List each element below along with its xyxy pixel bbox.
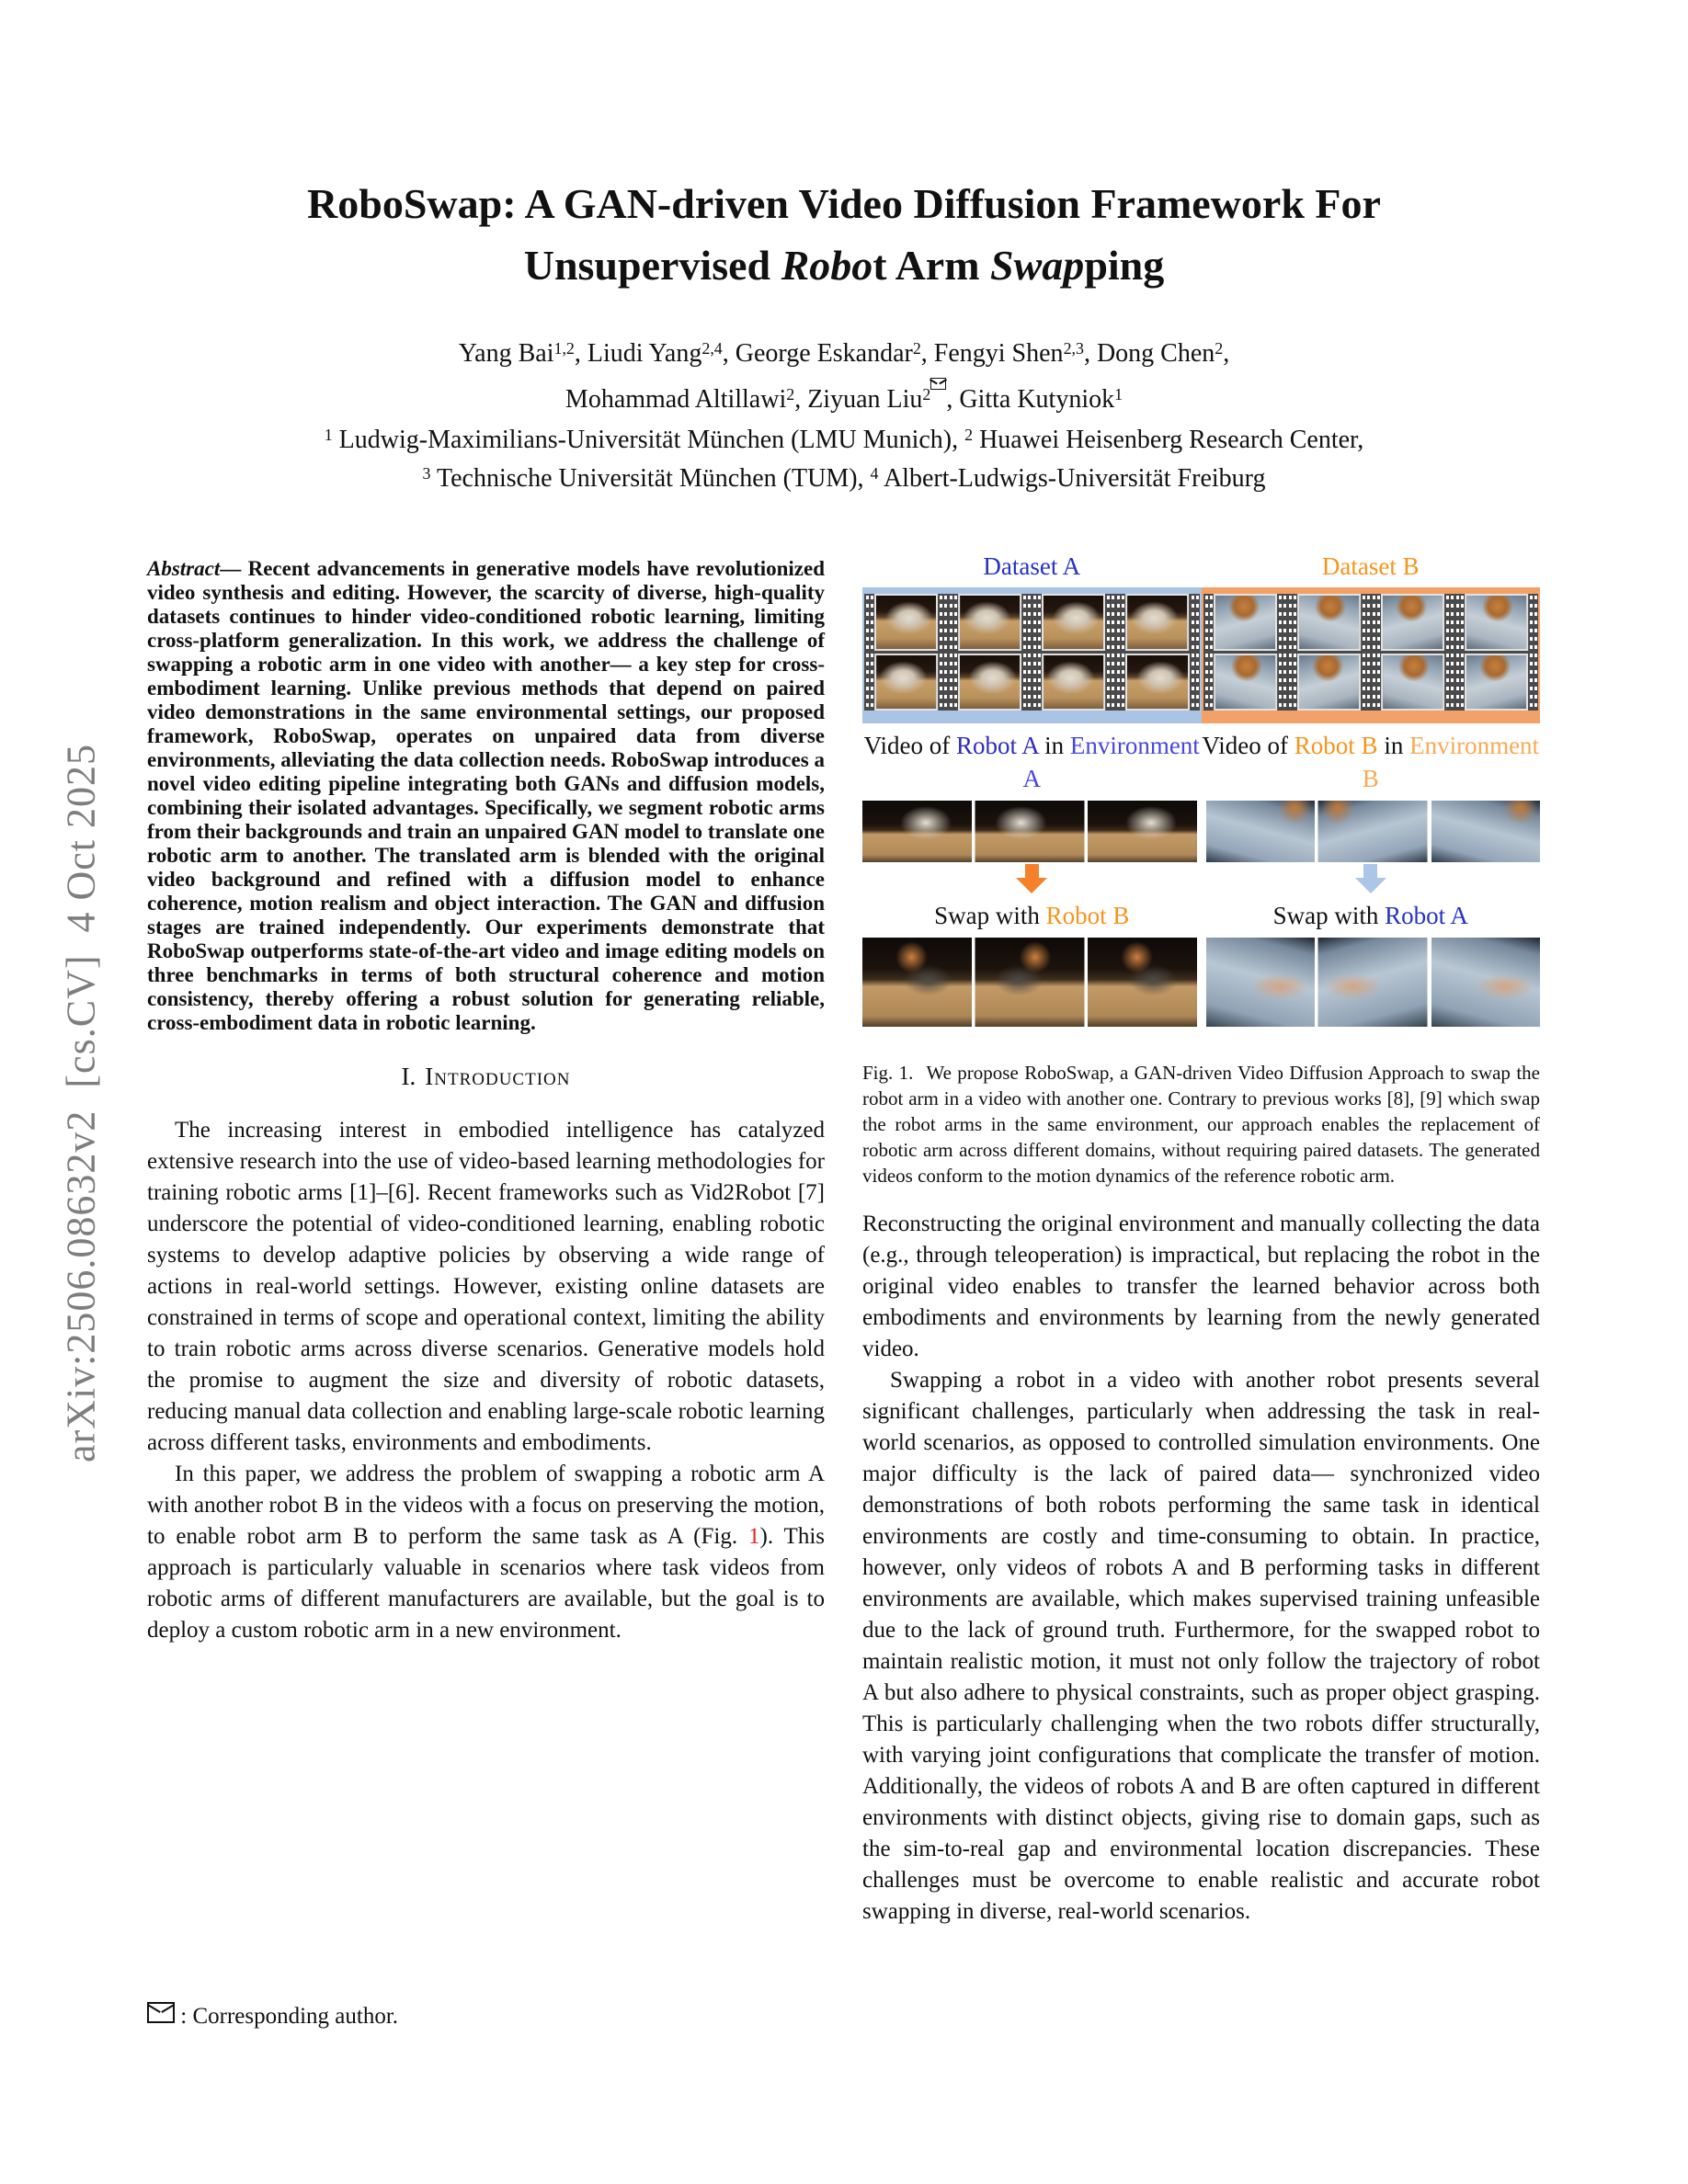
dataset-labels-row	[862, 550, 1540, 583]
video-frame	[1431, 801, 1541, 862]
body-paragraph-reconstructing: Reconstructing the original environment and manually collecting the data (e.g., through teleoperation) is impractical, but replacing the robot in the original video enables to transfer the learned behavior across both embodiments and environments by learning from the newly generated video.	[862, 1211, 1540, 1361]
author-line-2	[147, 373, 1541, 419]
video-frame	[862, 801, 972, 862]
film-strip	[1115, 594, 1199, 711]
film-perforation	[1361, 594, 1371, 711]
film-frame	[1297, 654, 1361, 711]
film-strip	[1287, 594, 1371, 711]
film-frame	[1042, 594, 1105, 651]
affiliation-line-1: $^1$ Ludwig-Maximilians-Universität München (LMU Munich), $^2$ Huawei Heisenberg Research Center,	[324, 426, 1364, 455]
figure-1-caption: Fig. 1. We propose RoboSwap, a GAN-driven Video Diffusion Approach to swap the robot arm in a video with another one. Contrary to previous works [8], [9] which swap the robot arms in the same environment, our approach enables the replacement of robotic arm across different domains, without requiring paired datasets. The generated videos conform to the motion dynamics of the reference robotic arm.	[862, 1062, 1540, 1187]
intro-paragraph-1: The increasing interest in embodied intelligence has catalyzed extensive research into the use of video-based learning methodologies for training robotic arms [1]–[6]. Recent frameworks such as Vid2Robot [7] underscore the potential of video-conditioned learning, enabling robotic systems to develop adaptive policies by observing a wide range of actions in real-world settings. However, existing online datasets are constrained in terms of scope and operational context, limiting the ability to train robotic arms across diverse scenarios. Generative models hold the promise to augment the size and diversity of robotic datasets, reducing manual data collection and enabling large-scale robotic learning across different tasks, environments and embodiments.	[147, 1118, 825, 1455]
arxiv-stamp: arXiv:2506.08632v2 [cs.CV] 4 Oct 2025	[58, 743, 104, 1463]
swapped-robot-b-frames	[862, 938, 1197, 1027]
intro-paragraph-2: In this paper, we address the problem of swapping a robotic arm A with another robot B in the videos with a focus on preserving the motion, to enable robot arm B to perform the same task as A (Fig. 1). This approach is particularly valuable in scenarios where task videos from robotic arms of different manufacturers are available, but the goal is to deploy a custom robotic arm in a new environment.	[147, 1462, 825, 1643]
video-frame	[862, 938, 972, 1027]
video-frame	[1088, 801, 1197, 862]
film-frame	[1465, 654, 1528, 711]
film-strip	[864, 594, 948, 711]
film-frame	[1465, 594, 1528, 651]
affiliation-list	[147, 421, 1541, 498]
swap-labels-row	[862, 899, 1540, 932]
swap-arrows-row	[862, 864, 1540, 899]
video-labels-row	[862, 729, 1540, 795]
author: Ziyuan Liu$^2$ ,	[807, 385, 959, 414]
film-frame	[958, 594, 1021, 651]
film-strip	[1032, 594, 1115, 711]
robot-a-video-frames	[862, 801, 1197, 862]
paper-title	[147, 173, 1541, 296]
film-frame	[1381, 654, 1444, 711]
dataset-b-label: Dataset B	[1321, 552, 1420, 580]
video-frame	[1431, 938, 1541, 1027]
right-column	[862, 550, 1540, 1928]
blue-down-arrow-icon	[1202, 864, 1541, 899]
film-perforation	[1277, 594, 1287, 711]
abstract-label: Abstract	[147, 557, 221, 580]
swap-with-robot-b-label: Swap with Robot B	[934, 902, 1130, 929]
affiliation-line-2: $^3$ Technische Universität München (TUM), $^4$ Albert-Ludwigs-Universität Freiburg	[422, 464, 1266, 494]
film-frame	[1381, 594, 1444, 651]
section-heading-introduction: I. Introduction	[401, 1063, 571, 1090]
video-frame	[1206, 801, 1316, 862]
author: Fengyi Shen$^{2,3}$,	[933, 338, 1097, 368]
video-frame	[1318, 801, 1428, 862]
film-frame	[1214, 654, 1277, 711]
dataset-a-filmstrip	[862, 587, 1202, 723]
video-frame	[975, 801, 1085, 862]
film-perforation	[1454, 594, 1465, 711]
film-perforation	[1032, 594, 1042, 711]
film-strip	[948, 594, 1032, 711]
film-frame	[1214, 594, 1277, 651]
film-frame	[1297, 594, 1361, 651]
title-line-1: RoboSwap: A GAN-driven Video Diffusion Framework For	[307, 180, 1381, 227]
film-perforation	[864, 594, 874, 711]
film-perforation	[938, 594, 948, 711]
video-frame	[1088, 938, 1197, 1027]
video-a-label: Video of Robot A in Environment A	[863, 732, 1200, 792]
left-column	[147, 557, 825, 1646]
author-line-1	[147, 335, 1541, 373]
abstract: Abstract— Recent advancements in generative models have revolutionized video synthesis and editing. However, the scarcity of diverse, high-quality datasets continues to hinder video-conditioned robotic learning, limiting cross-platform generalization. In this work, we address the challenge of swapping a robotic arm in one video with another— a key step for cross-embodiment learning. Unlike previous methods that depend on paired video demonstrations in the same environmental settings, our proposed framework, RoboSwap, operates on unpaired data from diverse environments, alleviating the data collection needs. RoboSwap introduces a novel video editing pipeline integrating both GANs and diffusion models, combining their isolated advantages. Specifically, we segment robotic arms from their backgrounds and train an unpaired GAN model to translate one robotic arm to another. The translated arm is blended with the original video background and refined with a diffusion model to enhance coherence, motion realism and object interaction. The GAN and diffusion stages are trained independently. Our experiments demonstrate that RoboSwap outperforms state-of-the-art video and image editing models on three benchmarks in terms of both structural coherence and motion consistency, thereby offering a robust solution for generating reliable, cross-embodiment data in robotic learning.	[147, 557, 826, 1034]
film-strip	[1454, 594, 1538, 711]
film-strip	[1203, 594, 1287, 711]
film-perforation	[1021, 594, 1032, 711]
film-perforation	[1115, 594, 1125, 711]
video-frame	[1318, 938, 1428, 1027]
film-perforation	[1287, 594, 1297, 711]
title-line-2: Unsupervised Robot Arm Swapping	[523, 242, 1165, 289]
author: Liudi Yang$^{2,4}$,	[587, 338, 736, 368]
dataset-a-label: Dataset A	[983, 552, 1081, 580]
robot-b-video-frames	[1206, 801, 1541, 862]
film-perforation	[1528, 594, 1538, 711]
swap-with-robot-a-label: Swap with Robot A	[1272, 902, 1468, 929]
author: George Eskandar$^2$,	[735, 338, 934, 368]
author: Gitta Kutyniok$^1$	[959, 385, 1123, 415]
figure-1-reference[interactable]: 1	[748, 1524, 760, 1549]
video-frame	[975, 938, 1085, 1027]
author-list	[147, 335, 1541, 419]
filmstrip-band	[862, 587, 1540, 723]
film-perforation	[1190, 594, 1200, 711]
film-perforation	[1371, 594, 1381, 711]
author: Yang Bai$^{1,2}$,	[458, 338, 587, 368]
film-perforation	[1203, 594, 1214, 711]
envelope-icon	[147, 2002, 175, 2023]
paper-header	[147, 173, 1541, 498]
film-frame	[958, 654, 1021, 711]
author: Mohammad Altillawi$^2$,	[565, 385, 808, 415]
swapped-video-row	[862, 938, 1540, 1027]
dataset-b-filmstrip	[1202, 587, 1541, 723]
envelope-icon	[930, 378, 946, 390]
film-perforation	[1105, 594, 1115, 711]
orange-down-arrow-icon	[862, 864, 1202, 899]
film-perforation	[948, 594, 958, 711]
author: Dong Chen$^2$,	[1096, 338, 1230, 368]
source-video-row	[862, 801, 1540, 862]
film-frame	[1125, 654, 1189, 711]
body-paragraph-swapping-challenges: Swapping a robot in a video with another robot presents several significant challenges, particularly when addressing the task in real-world scenarios, as opposed to controlled simulation environments. One major difficulty is the lack of paired data— synchronized video demonstrations of both robots performing the same task in identical environments are costly and time-consuming to obtain. In practice, however, only videos of robots A and B performing tasks in different environments are available, which makes supervised training unfeasible due to the lack of ground truth. Furthermore, for the swapped robot to maintain realistic motion, it must not only follow the trajectory of robot A but also adhere to physical constraints, such as proper object grasping. This is particularly challenging when the two robots differ structurally, with varying joint configurations that complicate the transfer of motion. Additionally, the videos of robots A and B are often captured in different environments with distinct objects, giving rise to domain gaps, such as the sim-to-real gap and environmental location discrepancies. These challenges must be overcome to enable realistic and accurate robot swapping in diverse, real-world scenarios.	[862, 1368, 1540, 1924]
film-frame	[1125, 594, 1189, 651]
video-b-label: Video of Robot B in Environment B	[1202, 732, 1540, 792]
corresponding-author-footnote: : Corresponding author.	[147, 2002, 398, 2030]
film-frame	[1042, 654, 1105, 711]
film-frame	[874, 654, 938, 711]
figure-1	[862, 550, 1540, 1027]
film-frame	[874, 594, 938, 651]
film-perforation	[1444, 594, 1454, 711]
video-frame	[1206, 938, 1316, 1027]
swapped-robot-a-frames	[1206, 938, 1541, 1027]
film-strip	[1371, 594, 1454, 711]
